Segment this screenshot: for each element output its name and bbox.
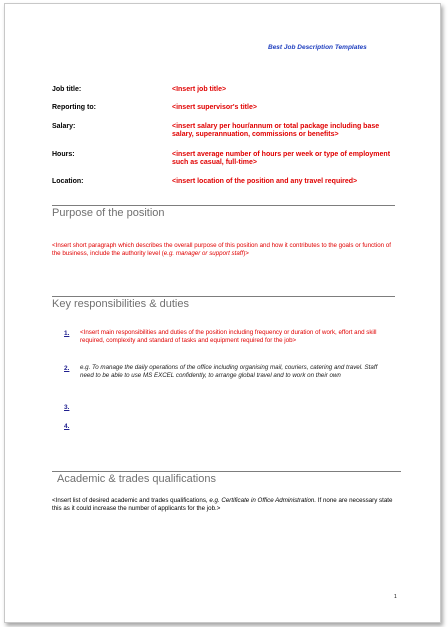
qualifications-text-before: <Insert list of desired academic and trades qualifications, <box>52 497 210 504</box>
field-label: Job title: <box>52 86 82 93</box>
best-job-description-templates-link[interactable]: Best Job Description Templates <box>268 44 367 51</box>
purpose-section-title: Purpose of the position <box>52 207 165 219</box>
field-label: Hours: <box>52 151 75 158</box>
section-rule <box>52 471 401 472</box>
purpose-text-before: <Insert short paragraph which describes the overall purpose of this position and how it contributes to the goals or function of the business, include the authority level ( <box>52 242 391 257</box>
responsibility-number: 2. <box>64 365 70 372</box>
field-label: Reporting to: <box>52 104 96 111</box>
responsibility-number: 1. <box>64 330 70 337</box>
responsibilities-section-title: Key responsibilities & duties <box>52 298 189 310</box>
page-number: 1 <box>394 594 397 600</box>
field-value[interactable]: <insert location of the position and any travel required> <box>172 178 358 185</box>
field-value[interactable]: <Insert job title> <box>172 86 227 93</box>
purpose-paragraph[interactable] <box>52 242 397 258</box>
qualifications-paragraph[interactable] <box>52 497 402 513</box>
section-rule <box>52 205 395 206</box>
qualifications-text-example: e.g. Certificate in Office Administration. <box>209 497 317 504</box>
field-value[interactable]: <insert salary per hour/annum or total package including base salary, superannuation, commissions or benefits> <box>172 123 380 138</box>
field-label: Location: <box>52 178 84 185</box>
document-page <box>4 3 441 623</box>
section-rule <box>52 296 395 297</box>
purpose-text-after: )> <box>243 250 249 257</box>
responsibility-number: 3. <box>64 404 70 411</box>
field-value[interactable]: <insert average number of hours per week or type of employment such as casual, full-time> <box>172 151 391 166</box>
purpose-text-example: e.g. manager or support staff <box>163 250 244 257</box>
qualifications-section-title: Academic & trades qualifications <box>57 473 216 485</box>
qualifications-text-after: If none are necessary state this as it could increase the number of applicants for the job.> <box>52 497 393 512</box>
field-label: Salary: <box>52 123 76 130</box>
responsibility-item[interactable]: e.g. To manage the daily operations of the office including organising mail, couriers, catering and travel. Staff need to be able to use MS EXCEL confidently, to arrange global travel and to work on their own <box>80 364 378 379</box>
responsibility-number: 4. <box>64 423 70 430</box>
responsibility-item[interactable]: <Insert main responsibilities and duties of the position including frequency or duration of work, effort and skill required, complexity and standard of tasks and equipment required for the job> <box>80 329 377 344</box>
field-value[interactable]: <insert supervisor's title> <box>172 104 257 111</box>
